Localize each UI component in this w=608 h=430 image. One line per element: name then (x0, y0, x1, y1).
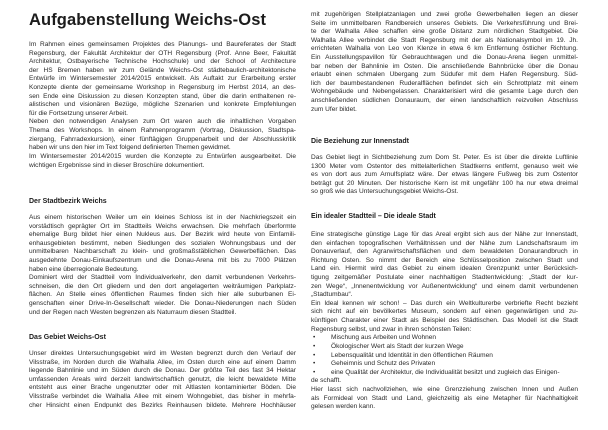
text-line: entsteht aus einer Brache ungenutzter oder mit Altlasten kontaminierter Böden. Die (29, 384, 296, 392)
list-item (311, 334, 578, 343)
text-line: Wohngebäude und Nebengelassen. Charakterisiert wird die gesamte Lage durch den (311, 88, 578, 96)
text-line: wichtigen Ergebnisse sind in dieser Broschüre dokumentiert. (29, 161, 205, 169)
continuation-paragraph (311, 11, 578, 114)
text-line: Walhalla Allee verbindet die Stadt Regensburg mit der als Nationalsymbol im 19. Jh. (311, 36, 578, 44)
section-heading-stadtbezirk: Der Stadtbezirk Weichs (29, 198, 107, 205)
text-line: Das Gebiet liegt in Sichtbeziehung zum Dom St. Peter. Es ist über die direkte Luftlinie (311, 154, 578, 161)
bullet-icon: • (313, 334, 316, 342)
text-line: te der Walhalla Allee schaffen eine große Distanz zum nördlichen Stadtgebiet. Die (311, 28, 578, 36)
text-line: zum Ufer bildet. (311, 105, 357, 113)
text-line: enhausgebieten bestimmt, neben Siedlungen des sozialen Wohnungsbaus und der (29, 239, 296, 247)
text-line: zen Wege“, „Innenentwicklung vor Außenentwicklung“ und einem damit verbundenen (311, 282, 578, 290)
list-item-text: Lebensqualität und Identität in den öffentlichen Räumen (331, 351, 493, 359)
text-line: sich nicht auf ein bevölkertes Museum, sondern auf einen gegenwärtigen und zu- (311, 308, 578, 316)
text-line: Aus einem historischen Weiler um ein kleines Schloss ist in der Nachkriegszeit ein (29, 214, 296, 221)
text-line: unmittelbaren Nachbarschaft zu klein- und großmaßstäblichen Gewerbeflächen. Das (29, 248, 296, 256)
innenstadt-paragraph (311, 154, 578, 197)
list-item (311, 360, 578, 369)
text-line: Entwürfe im Wintersemester 2014/2015 entwickelt. Als Auftakt zur Erarbeitung erster (29, 75, 296, 83)
text-line: Regensburg selbst, und zwar in ihren schönsten Teilen: (311, 325, 472, 333)
text-line: bar neben der Bahnlinie im Osten. Die anschließende Bahnbrücke über die Donau (311, 62, 578, 70)
weichs-paragraph (29, 214, 296, 317)
text-line: haben wir uns den hier im Text folgend definierten Themen gewidmet. (29, 144, 231, 152)
text-line: cher Hinsicht einen Endpunkt des Bezirks Reinhausen bildete. Mehrere Hochhäuser (29, 401, 296, 409)
text-line: anschließenden südlichen Donauraum, der einen landschaftlich reizvollen Abschluss (311, 97, 578, 105)
list-item-text: Geheimnis und Schutz des Privaten (331, 360, 436, 368)
page-title: Aufgabenstellung Weichs-Ost (29, 11, 267, 29)
list-item-text: Ökologischer Wert als Stadt der kurzen Wege (331, 342, 464, 350)
text-line: Richtung Osten. So nimmt der Bereich eine Schlüsselposition zwischen Stadt und (311, 256, 578, 264)
text-line: lich der baumbestandenen Ruderalflächen befindet sich ein Schrottplatz mit einem (311, 79, 578, 87)
text-line: vorstädtisch geprägter Ort im Stadtteils Weichs erwachsen. Die mehrfach überformte (29, 222, 296, 230)
text-line: liegende Bahnlinie und im Süden durch die Donau. Der größte Teil des fast 34 Hektar (29, 367, 296, 375)
text-line: Land ein. Hiermit wird das Gebiet zu einem idealen Grenzpunkt unter Berücksich- (311, 265, 578, 273)
bullet-icon: • (313, 368, 316, 376)
text-line: genschaften einer Drive-In-Gesellschaft wieder. Die Donau-Niederungen nach Süden (29, 300, 296, 308)
list-item-text: Mischung aus Arbeiten und Wohnen (331, 334, 437, 342)
text-line: schneisen, die den Ort gliedern und den dort angelagerten weiträumigen Parkplatz- (29, 282, 296, 290)
text-line: mit zugehörigen Stellplatzanlagen und zwei große Gewerbehallen liegen an dieser (311, 11, 578, 18)
text-line: Neben den notwendigen Analysen zum Ort waren auch die inhaltlichen Vorgaben (29, 118, 296, 126)
list-item (311, 343, 578, 352)
text-line: und der Regen nach Westen begrenzen als Naturraum diesen Stadtteil. (29, 308, 237, 316)
text-line: Konzepte diente der gemeinsame Workshop in Regensburg im Herbst 2014, an des- (29, 84, 296, 92)
text-line: als Formideal von Stadt und Land, gleichzeitig als eine Metapher für Nachhaltigkeit (311, 394, 578, 402)
bullet-icon: • (313, 351, 316, 359)
text-line: alistischen und visionären Bezüge, mögliche Szenarien und konkrete Empfehlungen (29, 101, 296, 109)
text-line: künftigen Charakter einer Stadt als Beispiel des Städtischen. Das Modell ist die Stadt (311, 317, 578, 325)
section-heading-gebiet: Das Gebiet Weichs-Ost (29, 334, 106, 341)
text-line: Im Rahmen eines gemeinsamen Projektes des Planungs- und Baureferates der Stadt (29, 41, 296, 48)
intro-paragraph (29, 41, 296, 170)
text-line: haben eine überregionale Bedeutung. (29, 265, 139, 273)
ideal-paragraph (311, 231, 578, 412)
text-line: errichteten Walhalla von Leo von Klenze in etwa 6 km Entfernung östlicher Richtung. (311, 45, 578, 53)
bullet-icon: • (313, 342, 316, 350)
text-line: „Stadtumbau“. (311, 291, 353, 299)
text-line: tigung zeitgemäßer Postulate einer nachhaltigen Stadtentwicklung: „Stadt der kur- (311, 274, 578, 282)
text-line: Thema des Workshops. In einem Rahmenprogramm (Vortrag, Diskussion, Stadtspa- (29, 127, 296, 135)
qualities-list (311, 334, 578, 377)
text-line: ehemalige Burg bildet hier einen Nukleus aus. Der Bezirk wird heute von Einfamili- (29, 231, 296, 239)
text-line: Donauverlauf, den Agrarwirtschaftsflächen und dem bewaldeten Donaurandbruch in (311, 248, 578, 256)
text-line: Hier lasst sich nachvollziehen, wie eine Grenzziehung zwischen Innen und Außen (311, 385, 578, 393)
text-line: beträgt gut 20 Minuten. Der historische Kern ist mit ungefähr 100 ha nur etwa dreimal (311, 179, 578, 187)
text-line: sen Ende eine Diskussion zu diesen Konzepten stand, über die darin enthaltenen re- (29, 92, 296, 100)
text-line: der HS Bremen haben wir zum Gelände Weichs-Ost städtebaulich-architektonische (29, 66, 296, 74)
text-line: gelesen werden kann. (311, 403, 376, 411)
text-line: Regensburg, der Fakultät Architektur der OTH Regensburg (Prof. Anne Beer, Fakultät (29, 49, 296, 57)
text-line: Ein Ideal kennen wir schon! – Das durch ein Weltkulturerbe verbriefte Recht bezieht (311, 299, 578, 307)
section-heading-ideal: Ein idealer Stadtteil – Die ideale Stadt (311, 213, 436, 220)
text-line: Im Wintersemester 2014/2015 wurden die Konzepte zu Entwürfen ausgearbeitet. Die (29, 152, 296, 160)
text-line: Ein Ausstellungspavillon für Gebrauchtwagen und die Donau-Arena liegen unmittel- (311, 54, 578, 62)
text-line: Vilsstraße, im Norden durch die Walhalla Allee, im Osten durch eine auf einem Damm (29, 358, 296, 366)
list-item-text: eine Qualität der Architektur, die Individualität besitzt und zugleich das Einigen- (331, 368, 560, 376)
text-line: für die Fortsetzung unserer Arbeit. (29, 109, 128, 117)
text-line: den einfachen topografischen Verhältnissen und der Nähe zum Landschaftsraum im (311, 239, 578, 247)
text-line: ausgedehnte Donau-Einkaufszentrum und die Donau-Arena mit bis zu 7000 Plätzen (29, 257, 296, 265)
text-line: Unser direktes Untersuchungsgebiet wird im Westen begrenzt durch den Verlauf der (29, 350, 296, 357)
list-item (311, 352, 578, 361)
text-line: erlaubt einen schmalen Übergang zum Südufer mit dem Hafen Regensburg. Süd- (311, 71, 578, 79)
text-line: umfassenden Areals wird derzeit landwirtschaftlich genutzt, die leicht bewaldete Mitte (29, 375, 296, 383)
text-line: ziergang, Fahrradexkursion), einer fünftägigen Gruppenarbeit und der Abschlusskritik (29, 135, 296, 143)
text-line: de schafft. (311, 377, 342, 385)
text-line: es von dort aus zum Arnulfsplatz wäre. Der etwas längere Fußweg bis zum Ostentor (311, 171, 578, 179)
text-line: Architektur, Ostbayerische Technische Hochschule) und der School of Architecture (29, 58, 296, 66)
text-line: flächen. An Stelle eines öffentlichen Raumes finden sich hier alle suburbanen Ei- (29, 291, 296, 299)
text-line: 1300 Meter vom Ostentor des mittelalterlichen Stadtkerns entfernt, genauso weit wie (311, 162, 578, 170)
text-line: so groß wie das Untersuchungsgebiet Weichs-Ost. (311, 188, 459, 196)
text-line: Vilsstraße verbindet die Walhalla Allee mit einem Wohngebiet, das bisher in mehrfa- (29, 393, 296, 401)
text-line: Seite im unmittelbaren Randbereich unseres Gebiets. Die Verkehrsführung und Brei- (311, 19, 578, 27)
gebiet-paragraph (29, 350, 296, 410)
list-item (311, 369, 578, 378)
bullet-icon: • (313, 360, 316, 368)
text-line: Dominiert wird der Stadtteil vom Individualverkehr, den damit verbundenen Verkehrs- (29, 274, 296, 282)
text-line: Eine strategische günstige Lage für das Areal ergibt sich aus der Nähe zur Innenstadt, (311, 231, 578, 238)
section-heading-innenstadt: Die Beziehung zur Innenstadt (311, 138, 410, 145)
